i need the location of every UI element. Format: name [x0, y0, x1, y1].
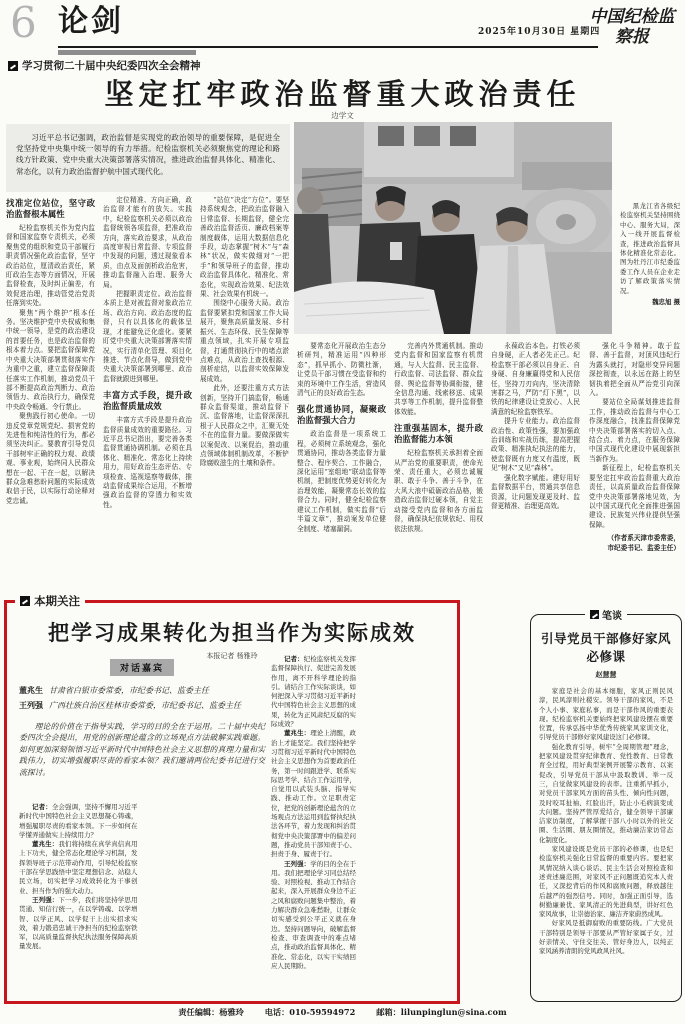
essay-label-text: 笔谈 [602, 611, 622, 622]
lead-column-4 [297, 342, 386, 596]
feature-columns-left [19, 803, 265, 991]
photo-caption [620, 202, 680, 307]
kicker [8, 58, 201, 73]
essay-paragraph: 家庭是社会的基本细胞，家风正则民风淳，民风淳则社稷安。领导干部的家风，不是个人小事、家庭私事，而是干部作风的重要表现。纪检监察机关要始终把家风建设摆在重要位置，传承弘扬中华优秀传统家风家训文化，引导党员干部修好家风建设这门必修课。 [539, 687, 673, 742]
factory-inspection-photo [294, 122, 612, 334]
news-photo [294, 122, 612, 334]
qa-speaker: 董兆生： [284, 729, 311, 738]
footer-phone: 电话：010-59594972 [264, 1007, 356, 1017]
section-title: 论剑 [58, 4, 124, 39]
pen-icon [590, 610, 599, 619]
qa-text: 理论上清醒，政治上才能坚定。我们坚持把学习贯彻习近平新时代中国特色社会主义思想作为首要政治任务，第一时间跟进学、联系实际思考学、结合工作运用学，自觉用以武装头脑、指导实践、推动工作。立足职责定位，把党的创新理论蕴含的立场观点方法运用到监督执纪执法各环节，着力发现和纠治贯彻党中央决策部署中的偏差问题，推动党员干部知责于心、担责于身、履责于行。 [271, 729, 357, 859]
lead-column-6 [491, 342, 580, 596]
photo-credit: 魏忠旭 摄 [652, 298, 680, 307]
lead-author: 边学文 [331, 111, 354, 120]
lead-paragraph: 要站位全局谋划推进监督工作，推动政治监督与中心工作深度融合，找准监督保障党中央决策部署落实的切入点、结合点、着力点，在服务保障中国式现代化建设中展现新担当新作为。 [589, 398, 680, 463]
lead-paragraph: “站位”决定“方位”。要坚持系统观念，把政治监督融入日常监督、长期监督，健全完善政治监督活页、廉政档案等制度载体，运用大数据信息化手段，动态掌握“树木”与“森林”状况，做实做细对“一把手”和领导班子的监督，推动政治监督具体化、精准化、常态化，实现政治效果、纪法效果、社会效果有机统一。 [200, 196, 289, 299]
qa-text: 下一步，我们将坚持学思用贯通、知信行统一，在以学铸魂、以学增智、以学正风、以学促干上出实招求实效，着力锻造忠诚干净担当的纪检监察铁军，以高质量监督执纪执法服务保障高质量发展。 [19, 895, 138, 951]
qa-speaker: 记者： [284, 655, 304, 663]
lead-paragraph: 围绕中心服务大局。政治监督要紧扣党和国家工作大局展开，聚焦高质量发展、乡村振兴、生态环保、民生保障等重点领域，扎实开展专项监督，打通贯彻执行中的堵点淤点难点，从政治上查找根源、剖析症结，以监督实效保障发展成效。 [200, 299, 289, 383]
guest-title: 甘肃省白银市委常委，市纪委书记、监委主任 [49, 686, 209, 695]
qa-paragraph [271, 860, 356, 972]
lead-paragraph: 把握职责定位。政治监督本质上是对被监督对象政治立场、政治方向、政治态度的监督，只有以具体化的载体呈现，才能避免泛化虚化。要紧盯党中央重大决策部署落实情况，实行清单化管理、项目化推进、节点化督导，做到党中央重大决策部署到哪里、政治监督就跟进到哪里。 [103, 290, 192, 383]
page-number: 6 [10, 0, 37, 47]
essay-section [530, 611, 682, 1002]
header-rule [58, 46, 598, 48]
essay-paragraph: 强化教育引导，树牢“全周期管理”理念，把家风建设贯穿纪律教育、党性教育、日常教育全过程，用好典型案例开展警示教育、以案促改，引导党员干部从中汲取教训、举一反三，自觉做家风建设的表率。注重抓早抓小，对党员干部家风方面的苗头性、倾向性问题，及时咬耳扯袖、红脸出汗，防止小毛病演变成大问题。坚持严管厚爱结合，健全领导干部廉洁家访制度，了解掌握干部八小时以外的社交圈、生活圈、朋友圈情况，推动廉洁家访常态化制度化。 [539, 742, 673, 844]
lead-paragraph: 纪检监察机关承担着全面从严治党的重要职责，使命光荣、责任重大，必须忠诚履职、敢于斗争、善于斗争，在大风大浪中砥砺政治品格，锻造政治监督过硬本领，自觉主动接受党内监督和各方面监督，确保执纪依规依纪、用权依法依规。 [394, 449, 483, 533]
page-footer [0, 1007, 685, 1018]
lead-column-5 [394, 342, 483, 596]
lead-paragraph: 新征程上，纪检监察机关要坚定扛牢政治监督重大政治责任，以高质量政治监督保障党中央决策部署落地见效，为以中国式现代化全面推进强国建设、民族复兴伟业提供坚强保障。 [589, 464, 680, 529]
qa-paragraph [19, 840, 138, 896]
qa-paragraph [271, 729, 356, 859]
lead-paragraph: 要常态化开展政治生态分析研判，精准运用“四种形态”，抓早抓小、防微杜渐，让党员干部习惯在受监督和约束的环境中工作生活，营造风清气正的良好政治生态。 [297, 342, 386, 398]
essay-label [585, 607, 627, 622]
lead-paragraph: 聚焦“两个维护”根本任务。坚决维护党中央权威和集中统一领导，是党的政治建设的首要任务，也是政治监督的根本着力点。要把监督保障党中央重大决策部署贯彻落实作为重中之重，建立监督保障责任落实工作机制，推动党员干部不断提高政治判断力、政治领悟力、政治执行力，确保党中央政令畅通、令行禁止。 [6, 308, 95, 411]
guest-row [19, 683, 265, 698]
masthead-logo: 中国纪检监察报 [589, 7, 675, 47]
feature-label [15, 593, 85, 609]
footer-editor: 责任编辑：杨雅玲 [178, 1007, 244, 1017]
qa-paragraph [19, 896, 138, 952]
qa-paragraph [271, 655, 356, 729]
kicker-text: 学习贯彻二十届中央纪委四次全会精神 [22, 60, 201, 72]
qa-speaker: 董兆生： [32, 840, 59, 849]
lead-paragraph: 强化数字赋能。建好用好监督数据平台，贯通共享信息资源，让问题发现更及时、监督更精准、治理更高效。 [491, 473, 580, 510]
lead-paragraph: 提升专业能力。政治监督政治性、政策性强，要加强政治训练和实战历练，提高把握政策、精准执纪执法的能力，使监督既有力度又有温度，既见“树木”又见“森林”。 [491, 417, 580, 473]
qa-text: 学的目的全在于用。我们把理论学习同总结经验、对照检视、推动工作结合起来，深入开展群众身边不正之风和腐败问题集中整治，着力解决群众急难愁盼，让群众切实感受到公平正义就在身边。坚持问题导向，破解监督检查、审查调查中的难点堵点，推动政治监督具体化、精准化、常态化，以实干实绩回应人民期盼。 [271, 859, 357, 970]
qa-speaker: 王列强： [32, 895, 59, 904]
essay-headline: 引导党员干部修好家风必修课 [540, 631, 671, 664]
lead-subhead-2: 丰富方式手段，提升政治监督质量成效 [103, 390, 192, 412]
qa-text: 全会强调，坚持不懈用习近平新时代中国特色社会主义思想凝心铸魂，增强履职尽责的看家本领。下一步如何在学懂弄通做实上持续用力？ [19, 803, 138, 839]
lead-column-2 [103, 196, 192, 596]
feature-label-text: 本期关注 [34, 594, 80, 608]
lead-intro-box [6, 124, 290, 192]
qa-text: 我们将持续在真学真信真用上下功夫，健全常态化理论学习机制，发挥领导班子示范带动作用，引导纪检监察干部在学思践悟中坚定理想信念、站稳人民立场，切实把学习成效转化为干事创业、担当作为的强大动力。 [19, 840, 138, 895]
feature-section [4, 594, 460, 1004]
guest-title: 广西壮族自治区桂林市委常委，市纪委书记、监委主任 [49, 701, 241, 710]
qa-speaker: 记者： [32, 803, 52, 811]
feature-byline: 本报记者 杨雅玲 [206, 652, 258, 660]
qa-paragraph [19, 803, 138, 840]
essay-body [539, 687, 673, 995]
lead-column-1 [6, 196, 95, 596]
lead-paragraph: 定位精准、方向正确，政治监督才能有的放矢。实践中，纪检监察机关必须以政治监督统领各项监督，把准政治方向，落实政治要求，从政治高度审视日常监督、专项监督中发现的问题，透过现象看本质，由点及面剖析政治危害，推动监督融入治理、服务大局。 [103, 196, 192, 289]
lead-paragraph: 聚焦践行初心使命。一切违反党章党规党纪、损害党的先进性和纯洁性的行为，都必须坚决纠正。要教育引导党员干部树牢正确的权力观、政绩观、事业观，始终同人民群众想在一起、干在一起，以解决群众急难愁盼问题的实际成效取信于民，以实际行动诠释对党忠诚。 [6, 412, 95, 505]
guests-tag: 对话嘉宾 [110, 659, 174, 676]
qa-text: 纪检监察机关发挥监督保障执行、促进完善发展作用，离不开科学理论的指引。请结合工作实际谈谈，如何把深入学习贯彻习近平新时代中国特色社会主义思想的成果，转化为正风肃纪反腐的实际成效？ [271, 655, 357, 729]
qa-speaker: 王列强： [284, 859, 311, 868]
publication-date: 2025年10月30日 星期四 [478, 27, 601, 37]
footer-email: 邮箱：lilunpinglun@sina.com [376, 1007, 507, 1017]
feature-headline: 把学习成果转化为担当作为实际成效 [48, 620, 416, 645]
lead-paragraph: 纪检监察机关作为党内监督和国家监察专责机关，必须聚焦党的组织和党员干部履行职责情况强化政治监督，坚守政治站位，厘清政治责任，紧盯政治生态等方面情况，开展监督检查，及时纠正偏差，有效促进治理，推动管党治党责任落到实处。 [6, 224, 95, 308]
lead-paragraph: 完善内外贯通机制。推动党内监督和国家监察有机贯通，与人大监督、民主监督、行政监督、司法监督、群众监督、舆论监督等协调衔接，健全信息沟通、线索移送、成果共享等工作机制，提升监督整体效能。 [394, 342, 483, 416]
feature-intro [19, 721, 265, 778]
lead-paragraph: 政治监督是一项系统工程，必须树立系统观念，强化贯通协同，推动各类监督力量整合、程序契合、工作融合，深化运用“室组地”联动监督等机制，把制度优势更好转化为治理效能，凝聚常态长效的监督合力。同时，健全纪检监察建议工作机制，做实监督“后半篇文章”，推动案发单位健全制度、堵塞漏洞。 [297, 430, 386, 533]
lead-headline: 坚定扛牢政治监督重大政治责任 [104, 77, 581, 111]
flag-icon [8, 61, 18, 71]
photo-caption-text: 黑龙江省各级纪检监察机关坚持围绕中心、服务大局，深入一线开展监督检查，推进政治监督具体化精准化常态化。图为牡丹江市纪委监委工作人员在企业走访了解政策落实情况。 [620, 202, 680, 295]
guests-block [19, 659, 265, 778]
lead-column-7 [589, 342, 680, 596]
lead-subhead-3: 强化贯通协同，凝聚政治监督强大合力 [297, 404, 386, 426]
feature-columns-right [271, 655, 449, 991]
guest-name: 王列强 [19, 700, 43, 710]
lead-intro-text: 习近平总书记强调，政治监督是实现党的政治领导的重要保障，是促进全党坚持党中央集中统一领导的有力举措。纪检监察机关必须聚焦党的理论和路线方针政策、党中央重大决策部署落实情况，推进政治监督具体化、精准化、常态化，以有力政治监督护航中国式现代化。 [16, 133, 280, 176]
essay-paragraph: 家风建设既是党员干部的必修课，也是纪检监察机关强化日常监督的重要内容。要把家风情况纳入谈心谈话、民主生活会对照检查和述责述廉范围，对家风不正问题既追究本人责任，又深挖背后的作风和腐败问题，释放越往后越严的强烈信号。同时，加强正面引导，选树勤廉兼优、家风清正的先进典型，讲好红色家风故事，让崇德治家、廉洁齐家蔚然成风。 [539, 845, 673, 919]
lead-subhead-4: 注重强基固本，提升政治监督能力本领 [394, 423, 483, 445]
guest-name: 董兆生 [19, 685, 43, 695]
lead-paragraph: 强化斗争精神。敢于监督、善于监督，对顶风违纪行为露头就打，对隐形变异问题深挖彻查，以永远在路上的坚韧执着把全面从严治党引向深入。 [589, 342, 680, 398]
section-mark-icon [20, 596, 30, 606]
header-accent-bar [58, 50, 196, 55]
lead-column-3 [200, 196, 289, 596]
guest-row [19, 698, 265, 713]
lead-paragraph: 永葆政治本色。打铁必须自身硬，正人者必先正己。纪检监察干部必须以自身正、自身硬、自身廉赢得党和人民信任，坚持刀刃向内，坚决清除害群之马，严防“灯下黑”，以铁的纪律建设让党放心、人民满意的纪检监察铁军。 [491, 342, 580, 416]
lead-subhead-1: 找准定位站位，坚守政治监督根本属性 [6, 198, 95, 219]
essay-author: 赵慧慧 [595, 670, 617, 679]
feature-intro-text: 理论的价值在于指导实践，学习的目的全在于运用。二十届中央纪委四次全会提出，用党的创新理论蕴含的立场观点方法破解实践难题。如何更加深刻领悟习近平新时代中国特色社会主义思想的真理力量和实践伟力，切实增强履职尽责的看家本领？我们邀请两位纪委书记进行交流探讨。 [19, 722, 265, 777]
lead-paragraph: 此外，还要注重方式方法创新，坚持开门搞监督，畅通群众监督渠道，推动监督下沉、监督落地，让监督深深扎根于人民群众之中，汇聚无处不在的监督力量。要做深做实以案促改、以案促治，推动重点领域体制机制改革，不断铲除腐败滋生的土壤和条件。 [200, 384, 289, 468]
lead-paragraph: 丰富方式手段是提升政治监督质量成效的重要路径。习近平总书记指出，要完善各类监督贯通协调机制。必须在具体化、精准化、常态化上持续用力，用好政治生态评估、专项检查、巡视巡察等载体，推动监督成果综合运用，不断增强政治监督的穿透力和实效性。 [103, 416, 192, 509]
lead-attribution: （作者系天津市委常委，市纪委书记、监委主任） [607, 534, 680, 552]
essay-paragraph: 好家风是抵御腐败的重要防线。广大党员干部特别是领导干部要从严管好家属子女，过好亲情关、守住交往关、管好身边人，以纯正家风涵养清朗的党风政风社风。 [539, 919, 673, 956]
